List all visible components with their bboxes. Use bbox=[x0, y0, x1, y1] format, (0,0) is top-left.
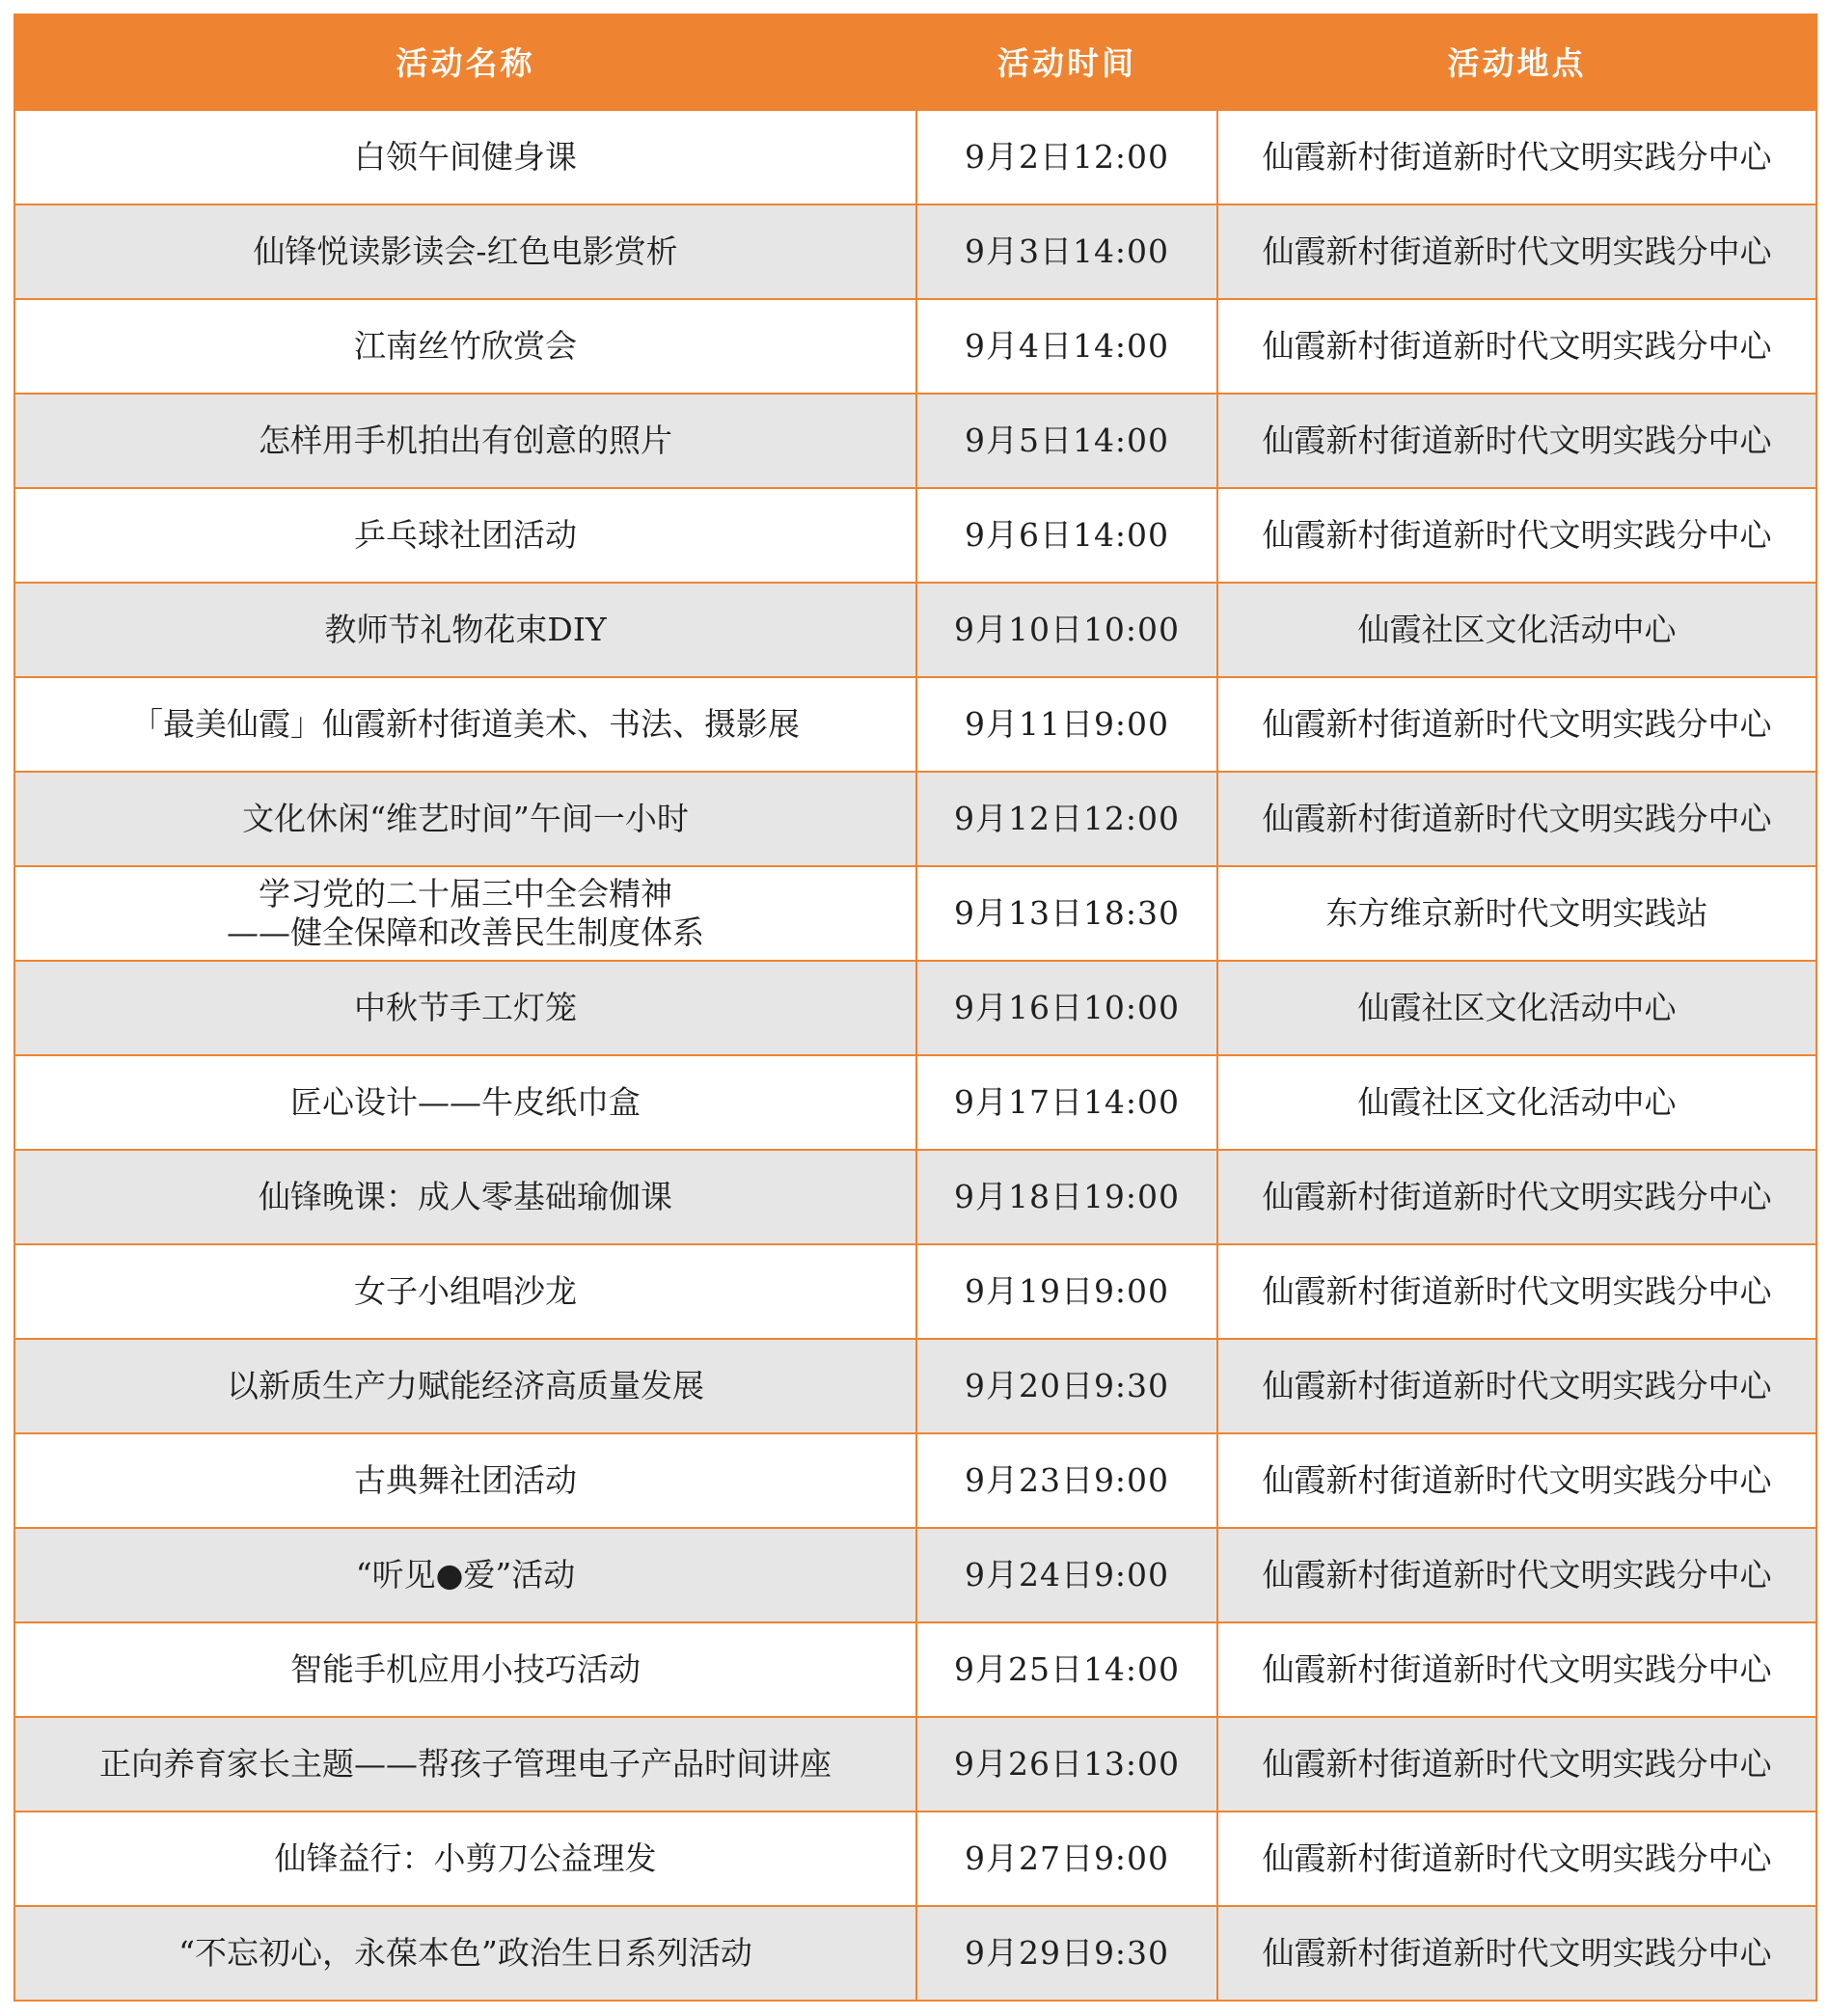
activity-name-text: 教师节礼物花束DIY bbox=[324, 611, 607, 648]
table-row bbox=[14, 1150, 1816, 1244]
table-row bbox=[14, 1244, 1816, 1339]
activity-location-cell: 仙霞新村街道新时代文明实践分中心 bbox=[1217, 488, 1816, 583]
activity-schedule-table bbox=[14, 14, 1817, 2002]
header-activity-time: 活动时间 bbox=[916, 14, 1217, 110]
activity-time-cell: 9月20日9:30 bbox=[916, 1339, 1217, 1433]
table-row bbox=[14, 866, 1816, 961]
activity-location-cell: 仙霞新村街道新时代文明实践分中心 bbox=[1217, 1717, 1816, 1812]
header-activity-name: 活动名称 bbox=[14, 14, 916, 110]
activity-name-text: 中秋节手工灯笼 bbox=[354, 989, 577, 1026]
activity-name-text: 乒乓球社团活动 bbox=[354, 516, 577, 554]
activity-location-cell: 仙霞新村街道新时代文明实践分中心 bbox=[1217, 677, 1816, 772]
table-row bbox=[14, 204, 1816, 299]
activity-time-cell: 9月26日13:00 bbox=[916, 1717, 1217, 1812]
activity-name-cell bbox=[14, 866, 916, 961]
activity-name-text: 匠心设计——牛皮纸巾盒 bbox=[290, 1083, 641, 1121]
activity-time-cell: 9月2日12:00 bbox=[916, 110, 1217, 204]
activity-name-text: 文化休闲“维艺时间”午间一小时 bbox=[242, 800, 689, 837]
table-row bbox=[14, 772, 1816, 866]
activity-name-text: 「最美仙霞」仙霞新村街道美术、书法、摄影展 bbox=[131, 705, 800, 743]
activity-time-cell: 9月29日9:30 bbox=[916, 1906, 1217, 2001]
activity-name-cell bbox=[14, 1622, 916, 1717]
activity-location-cell: 仙霞新村街道新时代文明实践分中心 bbox=[1217, 394, 1816, 488]
activity-name-text: 仙锋悦读影读会-红色电影赏析 bbox=[253, 232, 678, 270]
table-row bbox=[14, 1528, 1816, 1622]
activity-time-cell: 9月18日19:00 bbox=[916, 1150, 1217, 1244]
activity-time-cell: 9月11日9:00 bbox=[916, 677, 1217, 772]
activity-name-text: 怎样用手机拍出有创意的照片 bbox=[259, 422, 672, 459]
activity-time-cell: 9月12日12:00 bbox=[916, 772, 1217, 866]
activity-time-cell: 9月17日14:00 bbox=[916, 1055, 1217, 1150]
table-row bbox=[14, 1055, 1816, 1150]
activity-name-cell bbox=[14, 1812, 916, 1906]
activity-location-cell: 仙霞新村街道新时代文明实践分中心 bbox=[1217, 1244, 1816, 1339]
activity-name-text: 学习党的二十届三中全会精神 bbox=[259, 875, 672, 913]
activity-location-cell: 东方维京新时代文明实践站 bbox=[1217, 866, 1816, 961]
activity-name-text: 女子小组唱沙龙 bbox=[354, 1272, 577, 1310]
activity-location-cell: 仙霞新村街道新时代文明实践分中心 bbox=[1217, 1150, 1816, 1244]
activity-name-cell bbox=[14, 1433, 916, 1528]
activity-name-cell bbox=[14, 1150, 916, 1244]
activity-time-cell: 9月3日14:00 bbox=[916, 204, 1217, 299]
header-activity-location: 活动地点 bbox=[1217, 14, 1816, 110]
activity-location-cell: 仙霞新村街道新时代文明实践分中心 bbox=[1217, 1433, 1816, 1528]
activity-name-text: 江南丝竹欣赏会 bbox=[354, 327, 577, 365]
activity-name-text: “不忘初心，永葆本色”政治生日系列活动 bbox=[178, 1934, 752, 1972]
activity-time-cell: 9月5日14:00 bbox=[916, 394, 1217, 488]
activity-name-text: 以新质生产力赋能经济高质量发展 bbox=[227, 1367, 704, 1404]
activity-name-text: ——健全保障和改善民生制度体系 bbox=[227, 913, 704, 951]
activity-location-cell: 仙霞新村街道新时代文明实践分中心 bbox=[1217, 110, 1816, 204]
activity-location-cell: 仙霞新村街道新时代文明实践分中心 bbox=[1217, 772, 1816, 866]
activity-location-cell: 仙霞新村街道新时代文明实践分中心 bbox=[1217, 204, 1816, 299]
table-row bbox=[14, 961, 1816, 1055]
activity-name-text: 仙锋益行：小剪刀公益理发 bbox=[274, 1839, 657, 1877]
activity-name-cell bbox=[14, 488, 916, 583]
activity-time-cell: 9月6日14:00 bbox=[916, 488, 1217, 583]
activity-time-cell: 9月13日18:30 bbox=[916, 866, 1217, 961]
activity-name-cell bbox=[14, 1055, 916, 1150]
activity-location-cell: 仙霞社区文化活动中心 bbox=[1217, 1055, 1816, 1150]
activity-location-cell: 仙霞新村街道新时代文明实践分中心 bbox=[1217, 1528, 1816, 1622]
activity-location-cell: 仙霞新村街道新时代文明实践分中心 bbox=[1217, 1812, 1816, 1906]
table-row bbox=[14, 583, 1816, 677]
header-row bbox=[14, 14, 1816, 110]
activity-name-cell bbox=[14, 394, 916, 488]
activity-location-cell: 仙霞新村街道新时代文明实践分中心 bbox=[1217, 1906, 1816, 2001]
activity-name-cell bbox=[14, 1906, 916, 2001]
table-row bbox=[14, 1433, 1816, 1528]
activity-name-text: 智能手机应用小技巧活动 bbox=[290, 1650, 641, 1688]
table-row bbox=[14, 1906, 1816, 2001]
table-row bbox=[14, 110, 1816, 204]
activity-location-cell: 仙霞新村街道新时代文明实践分中心 bbox=[1217, 299, 1816, 394]
activity-location-cell: 仙霞社区文化活动中心 bbox=[1217, 961, 1816, 1055]
activity-name-cell bbox=[14, 1717, 916, 1812]
activity-time-cell: 9月27日9:00 bbox=[916, 1812, 1217, 1906]
activity-time-cell: 9月10日10:00 bbox=[916, 583, 1217, 677]
table-row bbox=[14, 1339, 1816, 1433]
table-body bbox=[14, 110, 1816, 2001]
table-row bbox=[14, 1812, 1816, 1906]
activity-name-cell bbox=[14, 110, 916, 204]
activity-name-cell bbox=[14, 299, 916, 394]
activity-location-cell: 仙霞新村街道新时代文明实践分中心 bbox=[1217, 1622, 1816, 1717]
activity-time-cell: 9月19日9:00 bbox=[916, 1244, 1217, 1339]
activity-name-text: 白领午间健身课 bbox=[354, 138, 577, 176]
activity-time-cell: 9月24日9:00 bbox=[916, 1528, 1217, 1622]
activity-time-cell: 9月25日14:00 bbox=[916, 1622, 1217, 1717]
activity-name-cell bbox=[14, 583, 916, 677]
activity-time-cell: 9月23日9:00 bbox=[916, 1433, 1217, 1528]
table-row bbox=[14, 1622, 1816, 1717]
table-header bbox=[14, 14, 1816, 110]
activity-name-text: 古典舞社团活动 bbox=[354, 1461, 577, 1499]
activity-name-cell bbox=[14, 677, 916, 772]
activity-name-text: 正向养育家长主题——帮孩子管理电子产品时间讲座 bbox=[99, 1745, 832, 1783]
table-row bbox=[14, 299, 1816, 394]
activity-name-cell bbox=[14, 961, 916, 1055]
table-row bbox=[14, 488, 1816, 583]
activity-name-cell bbox=[14, 1244, 916, 1339]
activity-name-cell bbox=[14, 772, 916, 866]
activity-time-cell: 9月4日14:00 bbox=[916, 299, 1217, 394]
activity-name-text: 仙锋晚课：成人零基础瑜伽课 bbox=[259, 1178, 672, 1215]
activity-location-cell: 仙霞新村街道新时代文明实践分中心 bbox=[1217, 1339, 1816, 1433]
activity-name-text: “听见●爱”活动 bbox=[355, 1556, 576, 1594]
table-row bbox=[14, 394, 1816, 488]
table-row bbox=[14, 1717, 1816, 1812]
activity-name-cell bbox=[14, 1339, 916, 1433]
activity-name-cell bbox=[14, 1528, 916, 1622]
table-row bbox=[14, 677, 1816, 772]
activity-time-cell: 9月16日10:00 bbox=[916, 961, 1217, 1055]
activity-location-cell: 仙霞社区文化活动中心 bbox=[1217, 583, 1816, 677]
activity-name-cell bbox=[14, 204, 916, 299]
